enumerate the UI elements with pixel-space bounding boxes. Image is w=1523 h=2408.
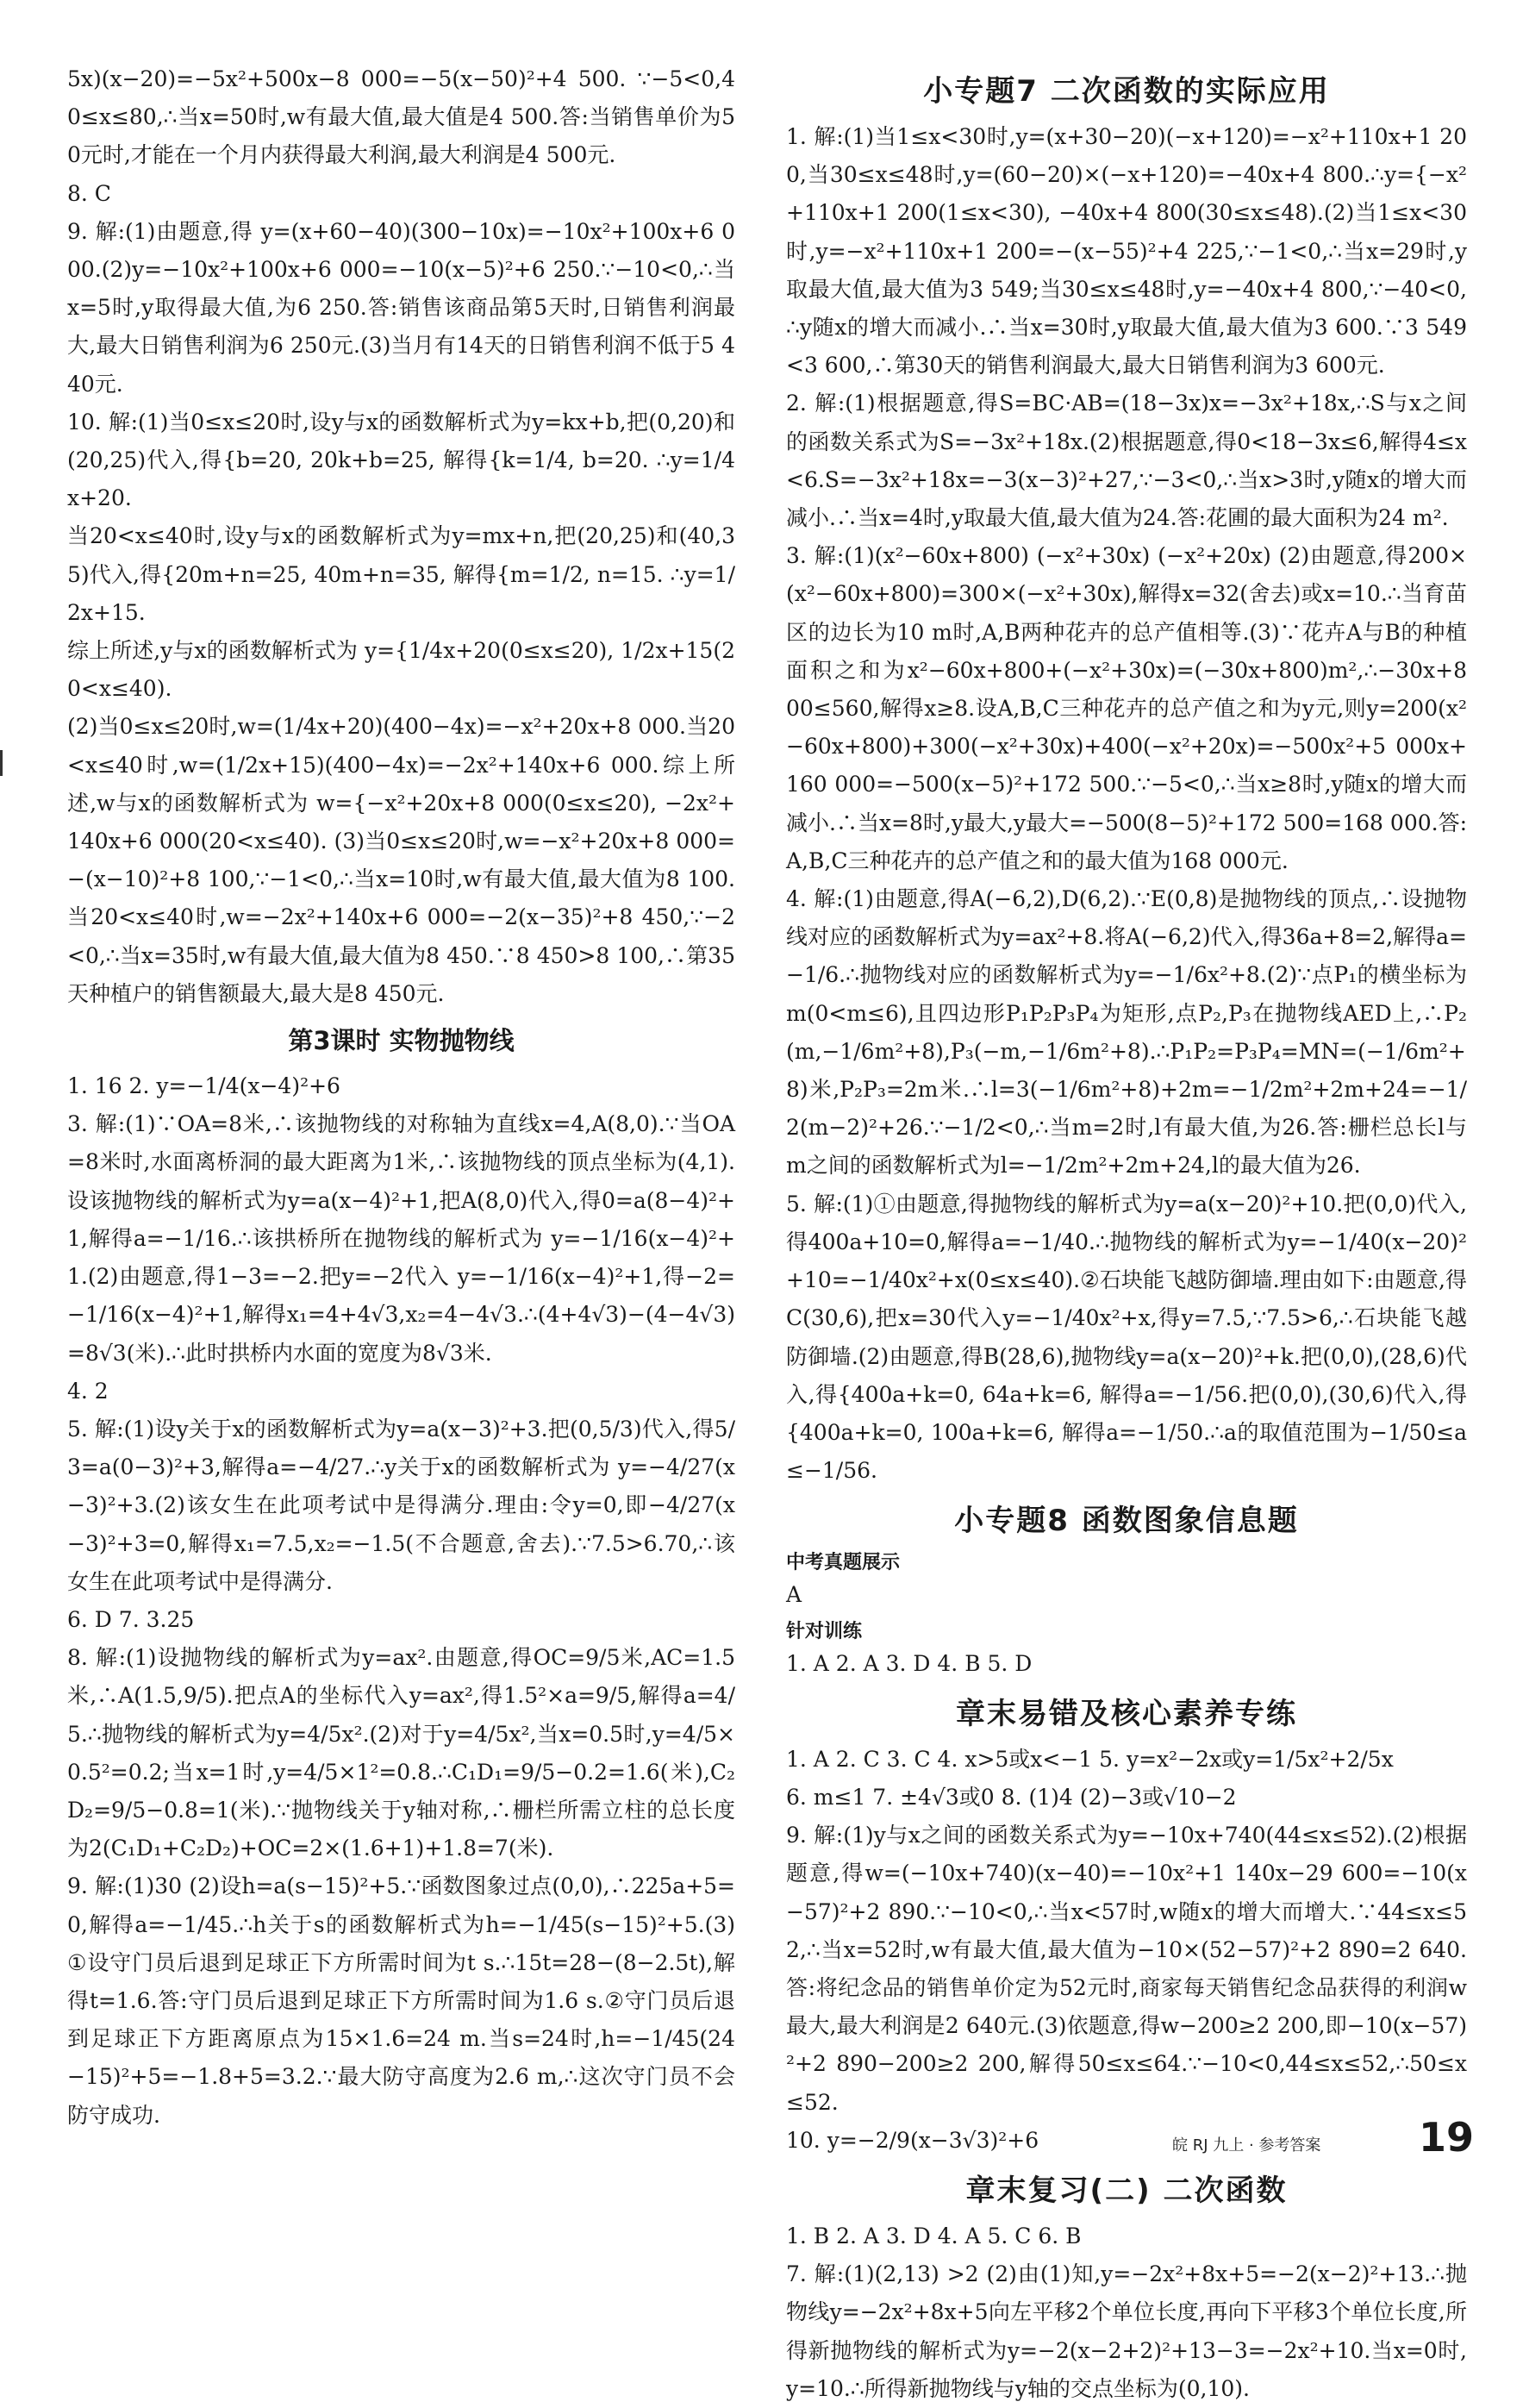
review-answer-7: 7. 解:(1)(2,13) >2 (2)由(1)知,y=−2x²+8x+5=−2(x−2)²+13.∴抛物线y=−2x²+8x+5向左平移2个单位长度,再向下平移3个单位长度,所得新抛物线的解析式为y=−2(x−2+2)²+13−3=−2x²+10.当x=0时,y=10.∴所得新抛物线与y轴的交点坐标为(0,10). bbox=[786, 2261, 1467, 2401]
answer-8b: 8. 解:(1)设抛物线的解析式为y=ax².由题意,得OC=9/5米,AC=1.5米,∴A(1.5,9/5).把点A的坐标代入y=ax²,得1.5²×a=9/5,解得a=4/5.∴抛物线的解析式为y=4/5x².(2)对于y=4/5x²,当x=0.5时,y=4/5×0.5²=0.2;当x=1时,y=4/5×1²=0.8.∴C₁D₁=9/5−0.2=1.6(米),C₂D₂=9/5−0.8=1(米).∵抛物线关于y轴对称,∴栅栏所需立柱的总长度为2(C₁D₁+C₂D₂)+OC=2×(1.6+1)+1.8=7(米). bbox=[67, 1645, 735, 1861]
answer-4: 4. 2 bbox=[67, 1378, 109, 1404]
footer-text: 皖 RJ 九上 · 参考答案 bbox=[1172, 2136, 1321, 2155]
practice-answers: 1. A 2. A 3. D 4. B 5. D bbox=[786, 1650, 1033, 1676]
section-heading-review: 章末复习(二) 二次函数 bbox=[965, 2173, 1288, 2208]
answer-9b: 9. 解:(1)30 (2)设h=a(s−15)²+5.∵函数图象过点(0,0),∴225a+5=0,解得a=−1/45.∴h关于s的函数解析式为h=−1/45(s−15)²+5.(3)①设守门员后退到足球正下方所需时间为t s.∴15t=28−(8−2.5t),解得t=1.6.答:守门员后退到足球正下方所需时间为1.6 s.②守门员后退到足球正下方距离原点为15×1.6=24 m.当s=24时,h=−1/45(24−15)²+5=−1.8+5=3.2.∵最大防守高度为2.6 m,∴这次守门员不会防守成功. bbox=[67, 1873, 735, 2128]
answer-10-part1: 10. 解:(1)当0≤x≤20时,设y与x的函数解析式为y=kx+b,把(0,20)和(20,25)代入,得{b=20, 20k+b=25, 解得{k=1/4, b=20. ∴y=1/4x+20. bbox=[67, 409, 735, 511]
page-footer bbox=[1146, 2114, 1474, 2166]
topic7-answer-1: 1. 解:(1)当1≤x<30时,y=(x+30−20)(−x+120)=−x²+110x+1 200,当30≤x≤48时,y=(60−20)×(−x+120)=−40x+4 800.∴y={−x²+110x+1 200(1≤x<30), −40x+4 800(30≤x≤48).(2)当1≤x<30时,y=−x²+110x+1 200=−(x−55)²+4 225,∵−1<0,∴当x=29时,y取最大值,最大值为3 549;当30≤x≤48时,y=−40x+4 800,∵−40<0,∴y随x的增大而减小.∴当x=30时,y取最大值,最大值为3 600.∵3 549<3 600,∴第30天的销售利润最大,最大日销售利润为3 600元. bbox=[786, 124, 1467, 378]
page-number: 19 bbox=[1418, 2114, 1474, 2161]
topic7-answer-4: 4. 解:(1)由题意,得A(−6,2),D(6,2).∵E(0,8)是抛物线的顶点,∴设抛物线对应的函数解析式为y=ax²+8.将A(−6,2)代入,得36a+8=2,解得a=−1/6.∴抛物线对应的函数解析式为y=−1/6x²+8.(2)∵点P₁的横坐标为m(0<m≤6),且四边形P₁P₂P₃P₄为矩形,点P₂,P₃在抛物线AED上,∴P₂(m,−1/6m²+8),P₃(−m,−1/6m²+8).∴P₁P₂=P₃P₄=MN=(−1/6m²+8)米,P₂P₃=2m米.∴l=3(−1/6m²+8)+2m=−1/2m²+2m+24=−1/2(m−2)²+26.∵−1/2<0,∴当m=2时,l有最大值,为26.答:栅栏总长l与m之间的函数解析式为l=−1/2m²+2m+24,l的最大值为26. bbox=[786, 886, 1467, 1179]
answer-9: 9. 解:(1)由题意,得 y=(x+60−40)(300−10x)=−10x²+100x+6 000.(2)y=−10x²+100x+6 000=−10(x−5)²+6 250.∵−10<0,∴当x=5时,y取得最大值,为6 250.答:销售该商品第5天时,日销售利润最大,最大日销售利润为6 250元.(3)当月有14天的日销售利润不低于5 440元. bbox=[67, 218, 735, 397]
section-heading-topic8: 小专题8 函数图象信息题 bbox=[954, 1504, 1299, 1539]
answers-6-7: 6. D 7. 3.25 bbox=[67, 1606, 195, 1632]
answer-3: 3. 解:(1)∵OA=8米,∴该抛物线的对称轴为直线x=4,A(8,0).∵当OA=8米时,水面离桥洞的最大距离为1米,∴该抛物线的顶点坐标为(4,1).设该抛物线的解析式为y=a(x−4)²+1,把A(8,0)代入,得0=a(8−4)²+1,解得a=−1/16.∴该拱桥所在抛物线的解析式为 y=−1/16(x−4)²+1.(2)由题意,得1−3=−2.把y=−2代入 y=−1/16(x−4)²+1,得−2=−1/16(x−4)²+1,解得x₁=4+4√3,x₂=4−4√3.∴(4+4√3)−(4−4√3)=8√3(米).∴此时拱桥内水面的宽度为8√3米. bbox=[67, 1111, 735, 1366]
answers-1-2: 1. 16 2. y=−1/4(x−4)²+6 bbox=[67, 1073, 340, 1099]
errors-answers-1-5: 1. A 2. C 3. C 4. x>5或x<−1 5. y=x²−2x或y=1/5x²+2/5x bbox=[786, 1746, 1394, 1772]
answer-10-part2: 当20<x≤40时,设y与x的函数解析式为y=mx+n,把(20,25)和(40,35)代入,得{20m+n=25, 40m+n=35, 解得{m=1/2, n=15. ∴y=1/2x+15. bbox=[67, 523, 735, 625]
binding-mark bbox=[0, 750, 8, 776]
topic7-answer-3: 3. 解:(1)(x²−60x+800) (−x²+30x) (−x²+20x) (2)由题意,得200×(x²−60x+800)=300×(−x²+30x),解得x=32(舍去)或x=10.∴当育苗区的边长为10 m时,A,B两种花卉的总产值相等.(3)∵花卉A与B的种植面积之和为x²−60x+800+(−x²+30x)=(−30x+800)m²,∴−30x+800≤560,解得x≥8.设A,B,C三种花卉的总产值之和为y元,则y=200(x²−60x+800)+300(−x²+30x)+400(−x²+20x)=−500x²+5 000x+160 000=−500(x−5)²+172 500.∵−5<0,∴当x≥8时,y随x的增大而减小.∴当x=8时,y最大,y最大=−500(8−5)²+172 500=168 000.答:A,B,C三种花卉的总产值之和的最大值为168 000元. bbox=[786, 543, 1467, 873]
errors-answer-10: 10. y=−2/9(x−3√3)²+6 bbox=[786, 2127, 1039, 2153]
section-heading-errors: 章末易错及核心素养专练 bbox=[956, 1696, 1297, 1731]
subheading-exam-questions: 中考真题展示 bbox=[786, 1552, 901, 1574]
answer-10-part3: 综上所述,y与x的函数解析式为 y={1/4x+20(0≤x≤20), 1/2x+15(20<x≤40). bbox=[67, 638, 735, 702]
left-column bbox=[67, 60, 735, 2135]
answer-paragraph: 5x)(x−20)=−5x²+500x−8 000=−5(x−50)²+4 500. ∵−5<0,40≤x≤80,∴当x=50时,w有最大值,最大值是4 500.答:当销售单价为50元时,才能在一个月内获得最大利润,最大利润是4 500元. bbox=[67, 66, 735, 168]
errors-answers-6-8: 6. m≤1 7. ±4√3或0 8. (1)4 (2)−3或√10−2 bbox=[786, 1784, 1237, 1810]
right-column bbox=[786, 60, 1467, 2408]
topic7-answer-2: 2. 解:(1)根据题意,得S=BC·AB=(18−3x)x=−3x²+18x,∴S与x之间的函数关系式为S=−3x²+18x.(2)根据题意,得0<18−3x≤6,解得4≤x<6.S=−3x²+18x=−3(x−3)²+27,∵−3<0,∴当x>3时,y随x的增大而减小.∴当x=4时,y取最大值,最大值为24.答:花圃的最大面积为24 m². bbox=[786, 391, 1467, 531]
section-heading-topic7: 小专题7 二次函数的实际应用 bbox=[923, 74, 1330, 109]
subheading-practice: 针对训练 bbox=[786, 1620, 863, 1642]
answer-10-part4: (2)当0≤x≤20时,w=(1/4x+20)(400−4x)=−x²+20x+8 000.当20<x≤40时,w=(1/2x+15)(400−4x)=−2x²+140x+6 000.综上所述,w与x的函数解析式为 w={−x²+20x+8 000(0≤x≤20), −2x²+140x+6 000(20<x≤40). (3)当0≤x≤20时,w=−x²+20x+8 000=−(x−10)²+8 100,∵−1<0,∴当x=10时,w有最大值,最大值为8 100.当20<x≤40时,w=−2x²+140x+6 000=−2(x−35)²+8 450,∵−2<0,∴当x=35时,w有最大值,最大值为8 450.∵8 450>8 100,∴第35天种植户的销售额最大,最大是8 450元. bbox=[67, 714, 735, 1006]
errors-answer-9: 9. 解:(1)y与x之间的函数关系式为y=−10x+740(44≤x≤52).(2)根据题意,得w=(−10x+740)(x−40)=−10x²+1 140x−29 600=−10(x−57)²+2 890.∵−10<0,∴当x<57时,w随x的增大而增大.∵44≤x≤52,∴当x=52时,w有最大值,最大值为−10×(52−57)²+2 890=2 640.答:将纪念品的销售单价定为52元时,商家每天销售纪念品获得的利润w最大,最大利润是2 640元.(3)依题意,得w−200≥2 200,即−10(x−57)²+2 890−200≥2 200,解得50≤x≤64.∵−10<0,44≤x≤52,∴50≤x≤52. bbox=[786, 1823, 1467, 2115]
answer-8: 8. C bbox=[67, 180, 111, 206]
review-answers-1-6: 1. B 2. A 3. D 4. A 5. C 6. B bbox=[786, 2223, 1082, 2249]
topic7-answer-5: 5. 解:(1)①由题意,得抛物线的解析式为y=a(x−20)²+10.把(0,0)代入,得400a+10=0,解得a=−1/40.∴抛物线的解析式为y=−1/40(x−20)²+10=−1/40x²+x(0≤x≤40).②石块能飞越防御墙.理由如下:由题意,得C(30,6),把x=30代入y=−1/40x²+x,得y=7.5,∵7.5>6,∴石块能飞越防御墙.(2)由题意,得B(28,6),抛物线y=a(x−20)²+k.把(0,0),(28,6)代入,得{400a+k=0, 64a+k=6, 解得a=−1/56.把(0,0),(30,6)代入,得{400a+k=0, 100a+k=6, 解得a=−1/50.∴a的取值范围为−1/50≤a≤−1/56. bbox=[786, 1191, 1467, 1484]
exam-answer: A bbox=[786, 1582, 802, 1608]
section-heading-lesson3: 第3课时 实物抛物线 bbox=[288, 1026, 515, 1056]
answer-5: 5. 解:(1)设y关于x的函数解析式为y=a(x−3)²+3.把(0,5/3)代入,得5/3=a(0−3)²+3,解得a=−4/27.∴y关于x的函数解析式为 y=−4/27(x−3)²+3.(2)该女生在此项考试中是得满分.理由:令y=0,即−4/27(x−3)²+3=0,解得x₁=7.5,x₂=−1.5(不合题意,舍去).∵7.5>6.70,∴该女生在此项考试中是得满分. bbox=[67, 1416, 735, 1594]
